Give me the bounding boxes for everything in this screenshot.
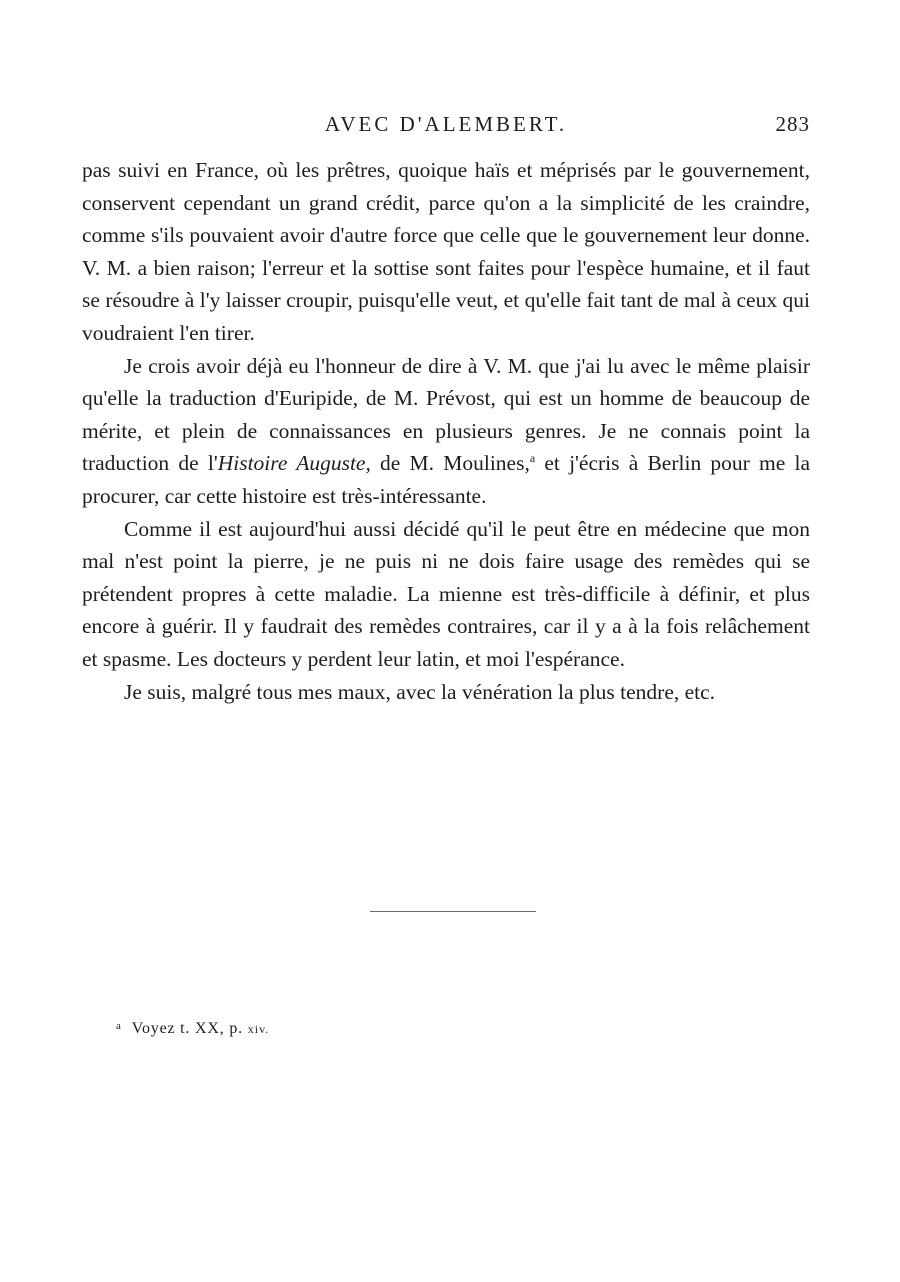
footnote-mark: a bbox=[116, 1020, 122, 1032]
running-title: AVEC D'ALEMBERT. bbox=[324, 112, 568, 136]
separator-rule bbox=[370, 911, 536, 912]
footnote-page-ref: xiv. bbox=[247, 1022, 270, 1036]
text-body bbox=[82, 154, 810, 708]
running-head bbox=[82, 112, 810, 142]
paragraph-2-author: de M. Moulines, bbox=[370, 451, 530, 476]
paragraph-3: Comme il est aujourd'hui aussi décidé qu'il le peut être en médecine que mon mal n'est point la pierre, je ne puis ni ne dois faire usage des remèdes qui se prétendent propres à cette maladie. La mienne est très-difficile à définir, et plus encore à guérir. Il y faudrait des remèdes contraires, car il y a à la fois relâchement et spasme. Les docteurs y perdent leur latin, et moi l'espérance. bbox=[82, 516, 810, 671]
footnote bbox=[116, 1020, 269, 1038]
book-title: Histoire Auguste, bbox=[217, 451, 371, 476]
paragraph-2-text: Je crois avoir déjà eu l'honneur de dire à V. M. que j'ai lu avec le même plaisir qu'elle la traduction d'Euripide, de M. Prévost, qui est un homme de beaucoup de mérite, et plein de connaissances en plusieurs genres. Je ne connais point la traduction de l' bbox=[82, 353, 810, 476]
footnote-text: Voyez t. XX, p. bbox=[131, 1020, 243, 1037]
footnote-reference: a bbox=[529, 451, 536, 466]
paragraph-2 bbox=[82, 350, 810, 513]
paragraph-1: pas suivi en France, où les prêtres, quoique haïs et méprisés par le gouvernement, conservent cependant un grand crédit, parce qu'on a la simplicité de les craindre, comme s'ils pouvaient avoir d'autre force que celle que le gouvernement leur donne. V. M. a bien raison; l'erreur et la sottise sont faites pour l'espèce humaine, et il faut se résoudre à l'y laisser croupir, puisqu'elle veut, et qu'elle fait tant de mal à ceux qui voudraient l'en tirer. bbox=[82, 158, 810, 345]
paragraph-4: Je suis, malgré tous mes maux, avec la vénération la plus tendre, etc. bbox=[124, 679, 716, 704]
page-number: 283 bbox=[775, 112, 810, 136]
paragraph-2-end: et j'écris à Berlin pour me la procurer, car cette histoire est très-intéressante. bbox=[82, 451, 810, 508]
